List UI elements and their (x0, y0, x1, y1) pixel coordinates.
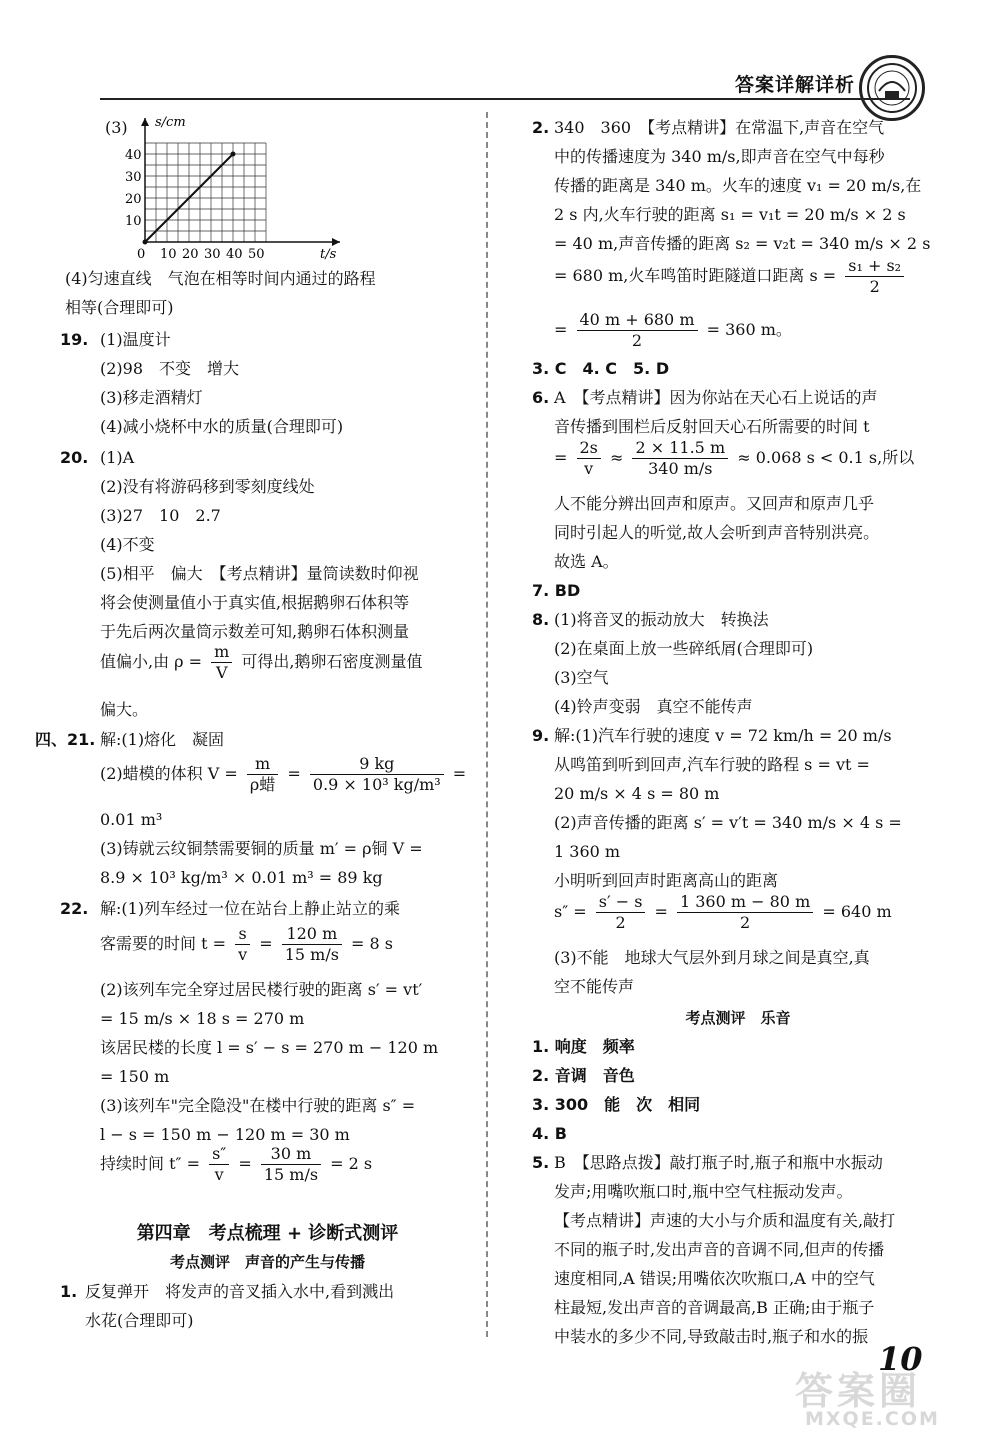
q3-5-answers: 3. C 4. C 5. D (532, 359, 670, 378)
header-title: 答案详解详析 (734, 74, 855, 96)
m5-line6: 柱最短,发出声音的音调最高,B 正确;由于瓶子 (554, 1298, 875, 1317)
m4-answer: 4. B (532, 1124, 567, 1143)
q22-a3-line2: l − s = 150 m − 120 m = 30 m (100, 1125, 350, 1144)
q19-a1: (1)温度计 (100, 330, 171, 349)
q20-number: 20. (60, 448, 89, 467)
m5-number: 5. (532, 1153, 550, 1172)
q22-a2-line4: = 150 m (100, 1067, 170, 1086)
st-chart (125, 112, 345, 260)
y-tick-label: 40 (125, 148, 142, 163)
y-tick-label: 30 (125, 170, 142, 185)
watermark (785, 1360, 990, 1430)
watermark-line2: MXQE.COM (805, 1408, 940, 1430)
q18-part3-label: (3) (105, 118, 128, 137)
s1-number: 1. (60, 1282, 78, 1301)
q9-number: 9. (532, 726, 550, 745)
q9-line7: s″ = $\frac{s' - s}{2}$ = $\frac{1 360 m - 80 m}{2}$ = 640 m (554, 892, 892, 932)
q20-a1: (1)A (100, 448, 135, 467)
y-tick-label: 20 (125, 192, 142, 207)
q8-a1: (1)将音叉的振动放大 转换法 (554, 610, 769, 629)
m5-line2: 发声;用嘴吹瓶口时,瓶中空气柱振动发声。 (554, 1182, 853, 1201)
q19-a2: (2)98 不变 增大 (100, 359, 240, 378)
q22-a2-line3: 该居民楼的长度 l = s′ − s = 270 m − 120 m (100, 1038, 439, 1057)
q20-a2: (2)没有将游码移到零刻度线处 (100, 477, 315, 496)
q22-a3-line1: (3)该列车"完全隐没"在楼中行驶的距离 s″ = (100, 1096, 416, 1115)
q22-a2-line1: (2)该列车完全穿过居民楼行驶的距离 s′ = vt′ (100, 980, 423, 999)
section-title-right: 考点测评 乐音 (685, 1009, 791, 1027)
x-axis-arrow (332, 238, 340, 246)
q20-a5-line5: 偏大。 (100, 700, 149, 719)
q6-line3: = $\frac{2s}{v}$ ≈ $\frac{2 \times 11.5 m}{340 m/s}$ ≈ 0.068 s < 0.1 s,所以 (554, 438, 915, 478)
density-fraction: $\frac{m}{V}$ (211, 642, 232, 683)
x-tick-label: 50 (248, 247, 265, 260)
q20-a5-line4: 值偏小,由 ρ = $\frac{m}{V}$ 可得出,鹅卵石密度测量值 (100, 642, 423, 682)
chart-grid (145, 143, 266, 242)
column-divider (486, 112, 488, 1337)
data-point-end (231, 152, 236, 157)
q20-a3: (3)27 10 2.7 (100, 506, 221, 525)
data-point-start (143, 240, 148, 245)
chapter-title: 第四章 考点梳理 + 诊断式测评 (136, 1223, 399, 1244)
q19-a3: (3)移走酒精灯 (100, 388, 203, 407)
q7-answer: 7. BD (532, 581, 581, 600)
q22-a2-line2: = 15 m/s × 18 s = 270 m (100, 1009, 305, 1028)
x-tick-label: 10 (160, 247, 177, 260)
q2-line4: 2 s 内,火车行驶的距离 s₁ = v₁t = 20 m/s × 2 s (554, 205, 906, 224)
q22-a3-line3: 持续时间 t″ = $\frac{s''}{v}$ = $\frac{30 m}{15 m/s}$ = 2 s (100, 1144, 373, 1184)
x-axis-label: t/s (320, 247, 337, 260)
q20-a5-line1: (5)相平 偏大 【考点精讲】量筒读数时仰视 (100, 564, 419, 583)
x-tick-label: 20 (182, 247, 199, 260)
q8-a4: (4)铃声变弱 真空不能传声 (554, 697, 753, 716)
q6-line5: 同时引起人的听觉,故人会听到声音特别洪亮。 (554, 523, 880, 542)
q9-line6: 小明听到回声时距离高山的距离 (554, 871, 779, 890)
y-axis-label: s/cm (155, 115, 186, 130)
y-tick-label: 10 (125, 214, 142, 229)
q21-a2-line2: 0.01 m³ (100, 810, 163, 829)
m1-answer: 1. 响度 频率 (532, 1037, 635, 1056)
q21-a3-line1: (3)铸就云纹铜禁需要铜的质量 m′ = ρ铜 V = (100, 839, 423, 858)
x-tick-label: 30 (204, 247, 221, 260)
origin-label: 0 (137, 247, 146, 260)
q18-part4-line1: (4)匀速直线 气泡在相等时间内通过的路程 (65, 269, 376, 288)
m5-line5: 速度相同,A 错误;用嘴依次吹瓶口,A 中的空气 (554, 1269, 875, 1288)
q22-a1-line2: 客需要的时间 t = $\frac{s}{v}$ = $\frac{120 m}{15 m/s}$ = 8 s (100, 924, 394, 964)
q20-a5-line2: 将会使测量值小于真实值,根据鹅卵石体积等 (100, 593, 410, 612)
q9-line2: 从鸣笛到听到回声,汽车行驶的路程 s = vt = (554, 755, 870, 774)
q22-a1-line1: 解:(1)列车经过一位在站台上静止站立的乘 (100, 899, 401, 918)
q6-line4: 人不能分辨出回声和原声。又回声和原声几乎 (554, 494, 875, 513)
q9-line9: 空不能传声 (554, 977, 635, 996)
q8-a2: (2)在桌面上放一些碎纸屑(合理即可) (554, 639, 814, 658)
q2-line5: = 40 m,声音传播的距离 s₂ = v₂t = 340 m/s × 2 s (554, 234, 931, 253)
q2-line6: = 680 m,火车鸣笛时距隧道口距离 s = $\frac{\text{s₁ + s₂}}{2}$ (554, 256, 908, 297)
watermark-line1: 答案圈 (795, 1369, 922, 1413)
q9-line1: 解:(1)汽车行驶的速度 v = 72 km/h = 20 m/s (554, 726, 892, 745)
header-rule (100, 98, 910, 100)
s1-line1: 反复弹开 将发声的音叉插入水中,看到溅出 (85, 1282, 395, 1301)
page-number: 10 (878, 1340, 923, 1378)
q19-number: 19. (60, 330, 89, 349)
q9-line3: 20 m/s × 4 s = 80 m (554, 784, 720, 803)
q21-number: 四、21. (35, 730, 96, 749)
q9-line5: 1 360 m (554, 842, 621, 861)
q6-line2: 音传播到围栏后反射回天心石所需要的时间 t (554, 417, 870, 436)
q8-number: 8. (532, 610, 550, 629)
q2-line7: = $\frac{40 m + 680 m}{2}$ = 360 m。 (554, 310, 792, 350)
q20-a5-line3: 于先后两次量筒示数差可知,鹅卵石体积测量 (100, 622, 410, 641)
q9-line4: (2)声音传播的距离 s′ = v′t = 340 m/s × 4 s = (554, 813, 902, 832)
q21-a1: 解:(1)熔化 凝固 (100, 730, 225, 749)
m2-answer: 2. 音调 音色 (532, 1066, 635, 1085)
q20-a4: (4)不变 (100, 535, 155, 554)
section-title-left: 考点测评 声音的产生与传播 (169, 1253, 365, 1271)
q2-number: 2. (532, 118, 550, 137)
q2-line1: 340 360 【考点精讲】在常温下,声音在空气 (554, 118, 885, 137)
q8-a3: (3)空气 (554, 668, 609, 687)
q2-line2: 中的传播速度为 340 m/s,即声音在空气中每秒 (554, 147, 885, 166)
q21-a3-line2: 8.9 × 10³ kg/m³ × 0.01 m³ = 89 kg (100, 868, 383, 887)
m5-line4: 不同的瓶子时,发出声音的音调不同,但声的传播 (554, 1240, 885, 1259)
q6-line6: 故选 A。 (554, 552, 619, 571)
m5-line7: 中装水的多少不同,导致敲击时,瓶子和水的振 (554, 1327, 869, 1346)
y-axis-arrow (141, 118, 149, 126)
q22-number: 22. (60, 899, 89, 918)
brand-seal-icon (859, 55, 925, 121)
m5-line1: B 【思路点拨】敲打瓶子时,瓶子和瓶中水振动 (554, 1153, 883, 1172)
q6-number: 6. (532, 388, 550, 407)
q6-line1: A 【考点精讲】因为你站在天心石上说话的声 (554, 388, 878, 407)
m5-line3: 【考点精讲】声速的大小与介质和温度有关,敲打 (554, 1211, 896, 1230)
q18-part4-line2: 相等(合理即可) (65, 298, 174, 317)
q19-a4: (4)减小烧杯中水的质量(合理即可) (100, 417, 344, 436)
q2-line3: 传播的距离是 340 m。火车的速度 v₁ = 20 m/s,在 (554, 176, 922, 195)
m3-answer: 3. 300 能 次 相同 (532, 1095, 701, 1114)
q21-a2-line1: (2)蜡模的体积 V = $\frac{m}{\text{ρ蜡}}$ = $\frac{9 kg}{\text{0.9 × 10³ kg/m³}}$ = (100, 754, 467, 794)
x-tick-label: 40 (226, 247, 243, 260)
s1-line2: 水花(合理即可) (85, 1311, 194, 1330)
q9-line8: (3)不能 地球大气层外到月球之间是真空,真 (554, 948, 870, 967)
